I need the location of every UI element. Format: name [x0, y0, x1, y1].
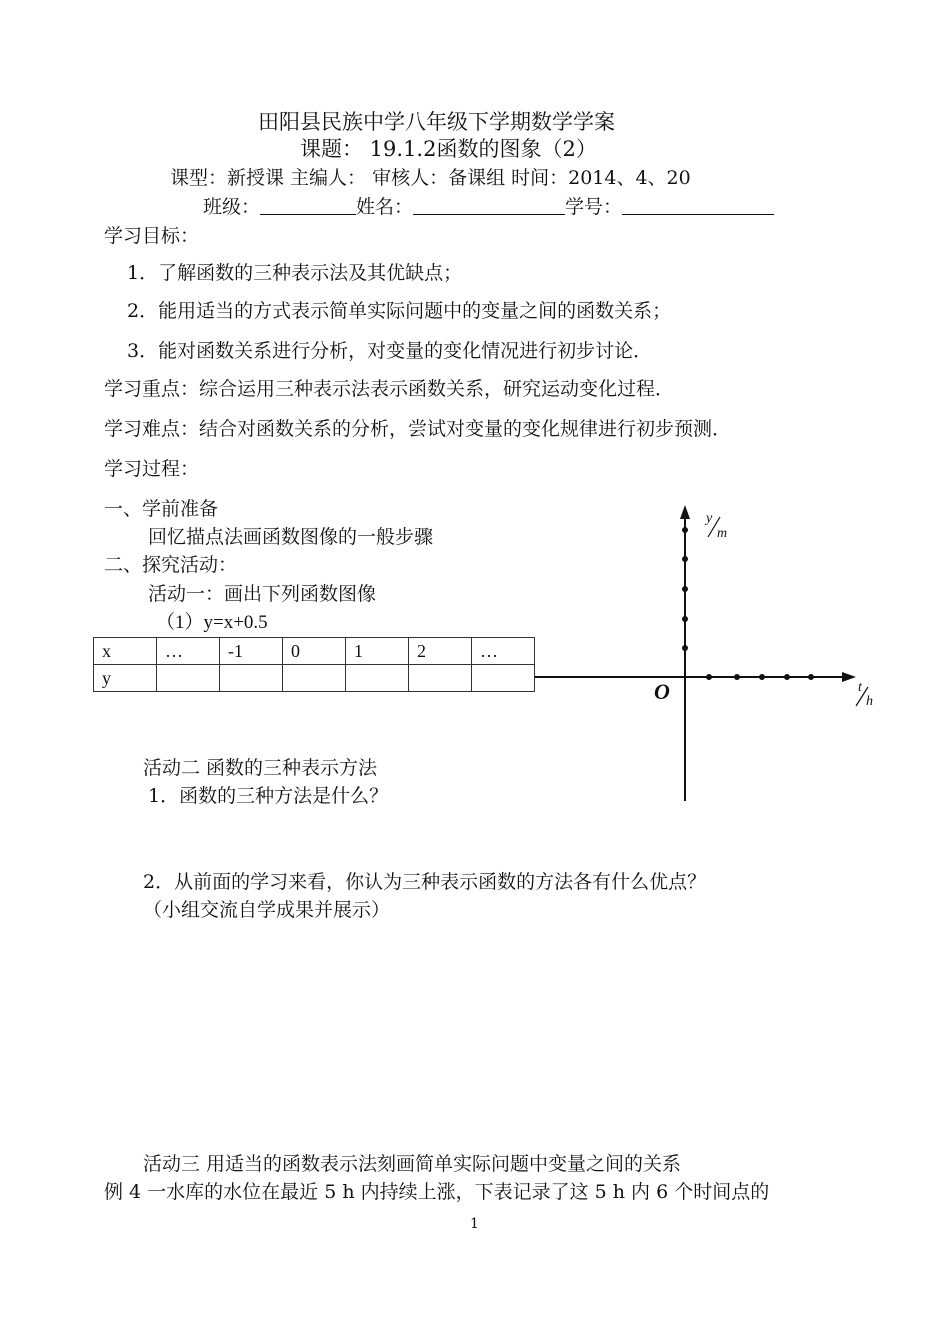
x-axis-arrow-icon: [842, 672, 856, 682]
section-two-heading: 二、探究活动：: [104, 554, 238, 576]
value-table: [93, 637, 535, 692]
table-cell: 2: [409, 638, 472, 665]
table-cell: …: [472, 638, 535, 665]
table-cell: 0: [283, 638, 346, 665]
name-blank[interactable]: [413, 196, 565, 215]
activity-three-title: 活动三 用适当的函数表示法刻画简单实际问题中变量之间的关系: [143, 1153, 682, 1175]
table-cell: x: [94, 638, 157, 665]
activity-one-title: 活动一：画出下列函数图像: [148, 583, 377, 605]
table-cell: 1: [346, 638, 409, 665]
activity-two-question-1: 1．函数的三种方法是什么？: [148, 785, 389, 807]
table-cell: y: [94, 665, 157, 692]
class-label: 班级：: [203, 196, 261, 218]
process-heading: 学习过程：: [104, 458, 200, 480]
y-tick-dot: [682, 527, 688, 533]
y-axis-arrow-icon: [680, 505, 690, 519]
x-tick-dot: [734, 674, 740, 680]
y-tick-dot: [682, 556, 688, 562]
x-tick-dot: [706, 674, 712, 680]
section-one-text: 回忆描点法画函数图像的一般步骤: [148, 526, 434, 548]
document-title: 田阳县民族中学八年级下学期数学学案: [258, 110, 615, 134]
y-tick-dot: [682, 586, 688, 592]
goal-item: 3．能对函数关系进行分析，对变量的变化情况进行初步讨论．: [127, 340, 653, 362]
number-blank[interactable]: [622, 196, 774, 215]
y-axis-label: y: [706, 511, 713, 526]
coordinate-axes: [530, 495, 890, 805]
goal-item: 2．能用适当的方式表示简单实际问题中的变量之间的函数关系；: [127, 300, 672, 322]
y-axis-unit: m: [717, 526, 728, 541]
y-tick-dot: [682, 616, 688, 622]
difficulty: 学习难点：结合对函数关系的分析，尝试对变量的变化规律进行初步预测．: [104, 418, 732, 440]
x-tick-dot: [784, 674, 790, 680]
page-number: 1: [470, 1216, 479, 1232]
table-row: [94, 665, 535, 692]
table-row: [94, 638, 535, 665]
number-label: 学号：: [565, 196, 623, 218]
student-info-line: [203, 195, 774, 219]
class-blank[interactable]: [260, 196, 356, 215]
goals-heading: 学习目标：: [104, 225, 200, 247]
origin-label: O: [654, 679, 670, 704]
name-label: 姓名：: [356, 196, 414, 218]
key-point: 学习重点：综合运用三种表示法表示函数关系，研究运动变化过程．: [104, 378, 675, 400]
activity-two-note: （小组交流自学成果并展示）: [143, 899, 391, 921]
y-tick-dot: [682, 645, 688, 651]
table-cell[interactable]: [220, 665, 283, 692]
x-axis-unit: h: [866, 694, 873, 709]
section-one-heading: 一、学前准备: [104, 498, 219, 520]
activity-two-question-2: 2．从前面的学习来看，你认为三种表示函数的方法各有什么优点？: [143, 871, 707, 893]
table-cell[interactable]: [157, 665, 220, 692]
goal-item: 1．了解函数的三种表示法及其优缺点；: [127, 262, 463, 284]
x-axis-label: t: [858, 680, 862, 695]
lesson-meta: 课型：新授课 主编人： 审核人：备课组 时间：2014、4、20: [170, 167, 691, 189]
table-cell[interactable]: [409, 665, 472, 692]
table-cell[interactable]: [472, 665, 535, 692]
table-cell: -1: [220, 638, 283, 665]
example-four-text: 例 4 一水库的水位在最近 5 h 内持续上涨，下表记录了这 5 h 内 6 个时间点的: [104, 1181, 770, 1203]
x-tick-dot: [759, 674, 765, 680]
table-cell[interactable]: [283, 665, 346, 692]
x-tick-dot: [808, 674, 814, 680]
activity-two-title: 活动二 函数的三种表示方法: [143, 757, 378, 779]
function-expression: （1）y=x+0.5: [156, 612, 268, 633]
table-cell: …: [157, 638, 220, 665]
lesson-topic: 课题： 19.1.2函数的图象（2）: [300, 137, 597, 161]
table-cell[interactable]: [346, 665, 409, 692]
